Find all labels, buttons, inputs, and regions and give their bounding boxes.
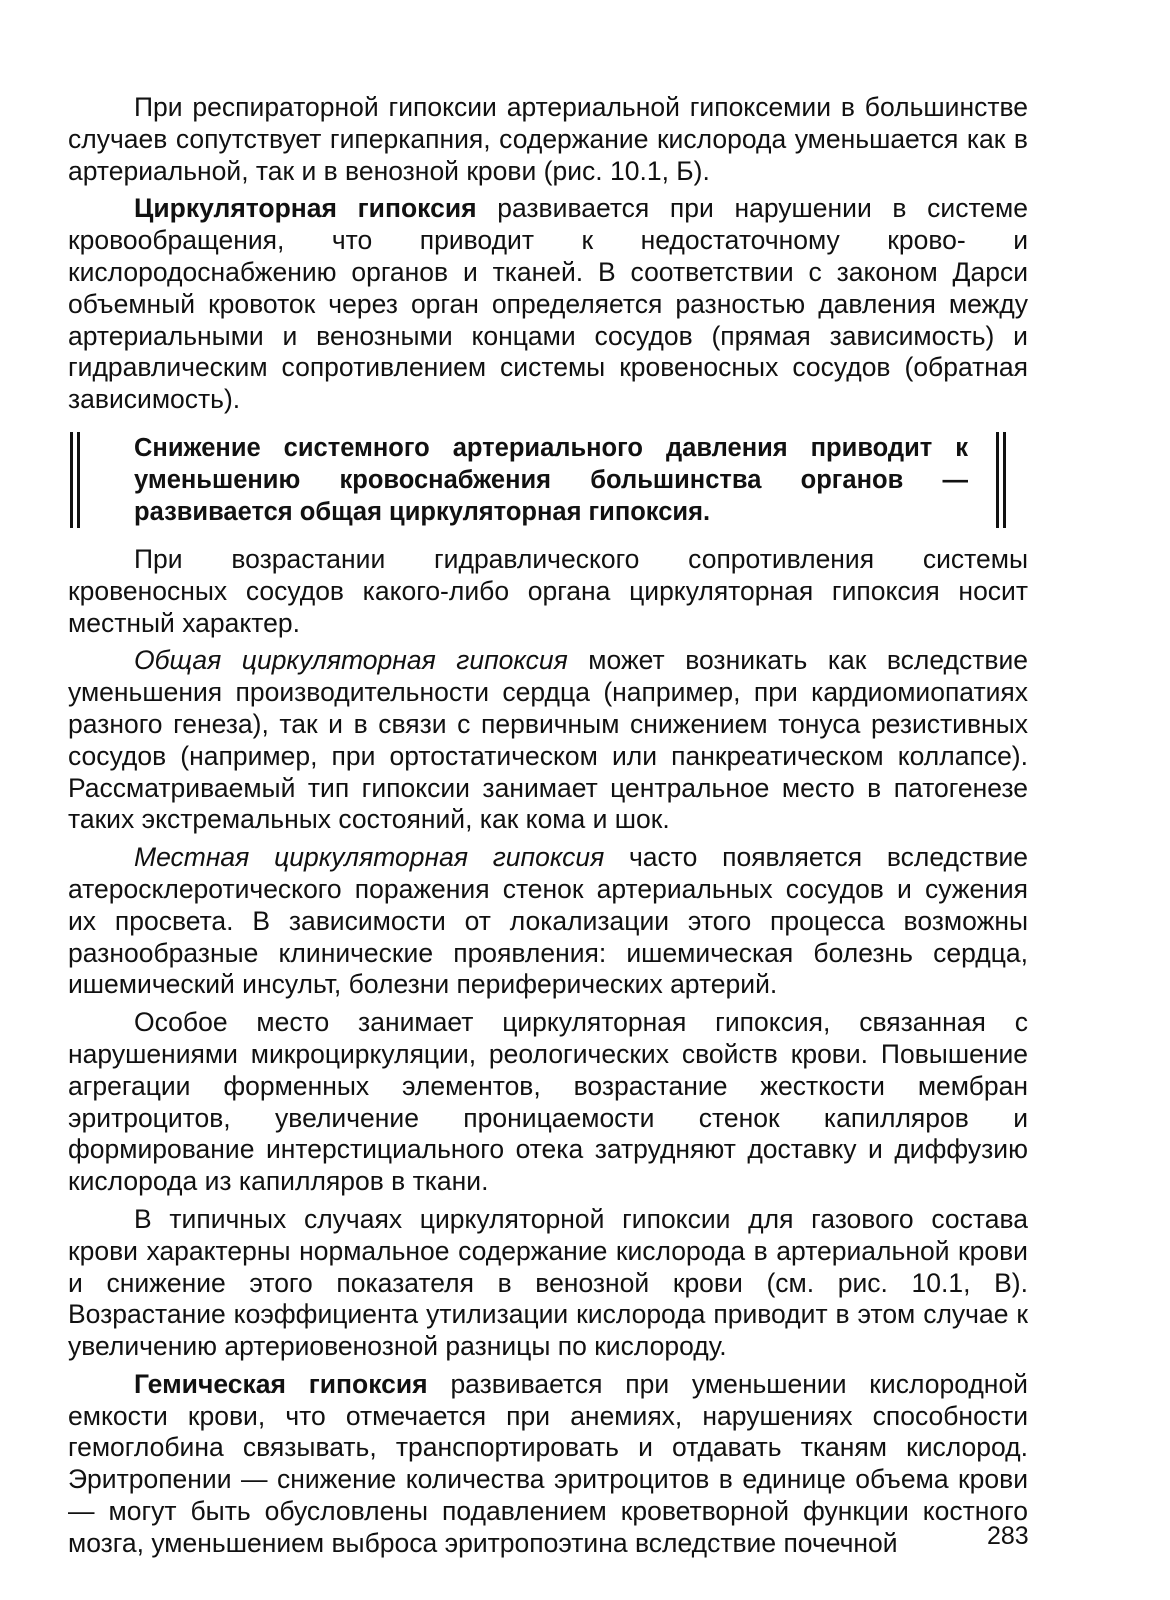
paragraph-hemic (68, 1369, 1028, 1560)
paragraph-text: развивается при нарушении в системе кровообращения, что приводит к недостаточному крово- и кислородоснабжению органов и тканей. В соответствии с законом Дарси объемный кровоток через орган определяется разностью давления между артериальными и венозными концами сосудов (прямая зависимость) и гидравлическим сопротивлением системы кровеносных сосудов (обратная зависимость). (68, 193, 1028, 415)
paragraph-text: При респираторной гипоксии артериальной гипоксемии в большинстве случаев сопутствует гиперкапния, содержание кислорода уменьшается как в артериальной, так и в венозной крови (рис. 10.1, Б). (68, 92, 1028, 186)
callout-right-bar (996, 432, 1006, 528)
paragraph-circulatory (68, 193, 1028, 416)
paragraph-local-character (68, 544, 1028, 639)
paragraph-text: может возникать как вследствие уменьшения производительности сердца (например, при кардиомиопатиях разного генеза), так и в связи с первичным снижением тонуса резистивных сосудов (например, при ортостатическом или панкреатическом коллапсе). Рассматриваемый тип гипоксии занимает центральное место в патогенезе таких экстремальных состояний, как кома и шок. (68, 645, 1028, 835)
term-general-circulatory-hypoxia: Общая циркуляторная гипоксия (134, 645, 568, 676)
paragraph-local-circulatory (68, 842, 1028, 1001)
page-body (68, 92, 1028, 1560)
paragraph-text: часто появляется вследствие атеросклеротического поражения стенок артериальных сосудов и сужения их просвета. В зависимости от локализации этого процесса возможны разнообразные клинические проявления: ишемическая болезнь сердца, ишемический инсульт, болезни периферических артерий. (68, 842, 1028, 1000)
paragraph-blood-gas (68, 1204, 1028, 1363)
paragraph-text: Особое место занимает циркуляторная гипоксия, связанная с нарушениями микроциркуляции, реологических свойств крови. Повышение агрегации форменных элементов, возрастание жесткости мембран эритроцитов, увеличение проницаемости стенок капилляров и формирование интерстициального отека затрудняют доставку и диффузию кислорода из капилляров в ткани. (68, 1007, 1028, 1197)
paragraph-general-circulatory (68, 645, 1028, 836)
paragraph-respiratory (68, 92, 1028, 187)
term-circulatory-hypoxia: Циркуляторная гипоксия (134, 193, 477, 224)
paragraph-text: В типичных случаях циркуляторной гипоксии для газового состава крови характерны нормальное содержание кислорода в артериальной крови и снижение этого показателя в венозной крови (см. рис. 10.1, В). Возрастание коэффициента утилизации кислорода приводит в этом случае к увеличению артериовенозной разницы по кислороду. (68, 1203, 1028, 1362)
callout-box (68, 432, 1028, 528)
callout-text: Снижение системного артериального давления приводит к уменьшению кровоснабжения большинства органов — развивается общая циркуляторная гипоксия. (134, 433, 968, 526)
page-number: 283 (987, 1522, 1029, 1550)
paragraph-text: При возрастании гидравлического сопротивления системы кровеносных сосудов какого-либо органа циркуляторная гипоксия носит местный характер. (68, 543, 1028, 638)
term-hemic-hypoxia: Гемическая гипоксия (134, 1368, 428, 1399)
paragraph-text: развивается при уменьшении кислородной емкости крови, что отмечается при анемиях, нарушениях способности гемоглобина связывать, транспортировать и отдавать тканям кислород. Эритропении — снижение количества эритроцитов в единице объема крови — могут быть обусловлены подавлением кроветворной функции костного мозга, уменьшением выброса эритропоэтина вследствие почечной (68, 1368, 1028, 1558)
term-local-circulatory-hypoxia: Местная циркуляторная гипоксия (134, 842, 605, 873)
paragraph-microcirculation (68, 1007, 1028, 1198)
callout-left-bar (70, 432, 80, 528)
